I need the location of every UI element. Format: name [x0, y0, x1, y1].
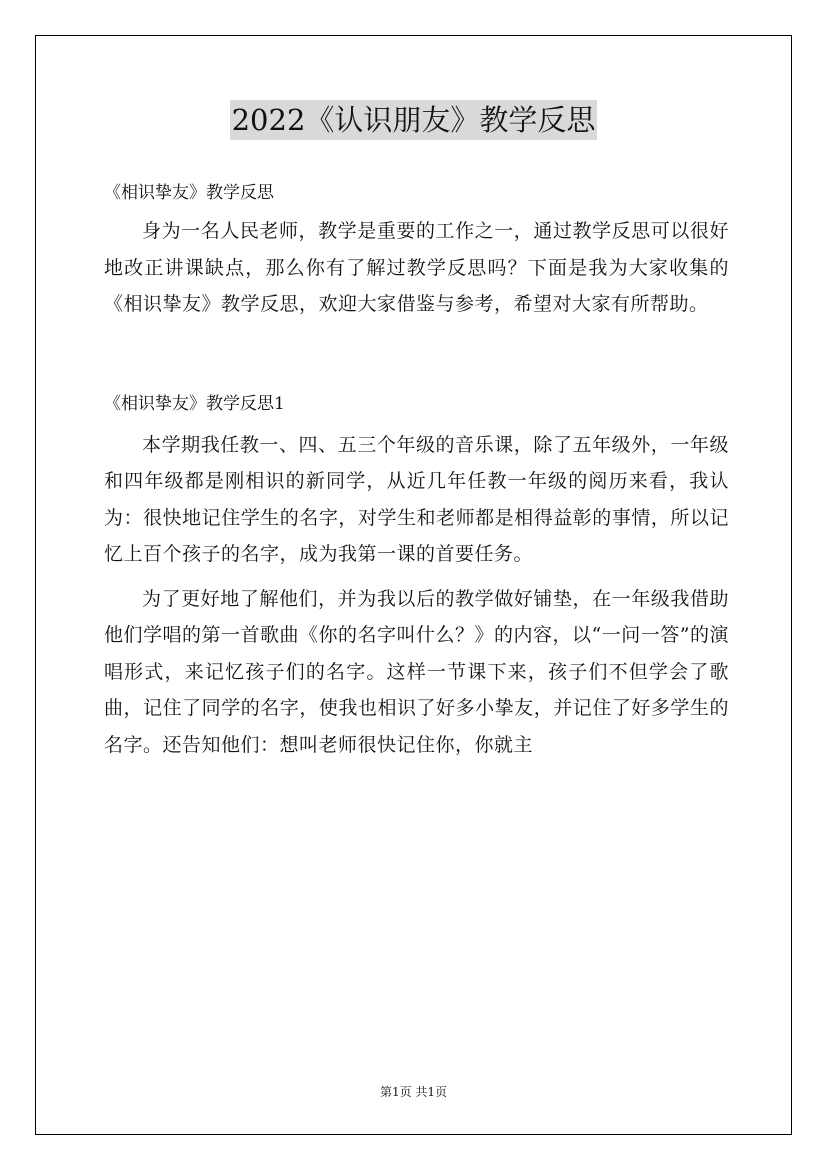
section1-paragraph-2: 为了更好地了解他们，并为我以后的教学做好铺垫，在一年级我借助他们学唱的第一首歌曲《你的名字叫什么？》的内容，以“一问一答”的演唱形式，来记忆孩子们的名字。这样一节课下来，孩子们不但学会了歌曲，记住了同学的名字，使我也相识了好多小挚友，并记住了好多学生的名字。还告知他们：想叫老师很快记住你，你就主: [104, 587, 729, 756]
page-footer: 第1页 共1页: [379, 1085, 448, 1099]
intro-paragraph: 身为一名人民老师，教学是重要的工作之一，通过教学反思可以很好地改正讲课缺点，那么你有了解过教学反思吗？下面是我为大家收集的《相识挚友》教学反思，欢迎大家借鉴与参考，希望对大家有所帮助。: [104, 220, 729, 315]
intro-heading: 《相识挚友》教学反思: [104, 183, 274, 203]
section1-paragraph-1: 本学期我任教一、四、五三个年级的音乐课，除了五年级外，一年级和四年级都是刚相识的新同学，从近几年任教一年级的阅历来看，我认为：很快地记住学生的名字，对学生和老师都是相得益彰的事情，所以记忆上百个孩子的名字，成为我第一课的首要任务。: [104, 433, 729, 565]
title-container: [0, 100, 827, 140]
document-body: [104, 178, 729, 763]
document-title: 2022《认识朋友》教学反思: [230, 100, 598, 140]
section1-heading: 《相识挚友》教学反思1: [104, 393, 285, 414]
